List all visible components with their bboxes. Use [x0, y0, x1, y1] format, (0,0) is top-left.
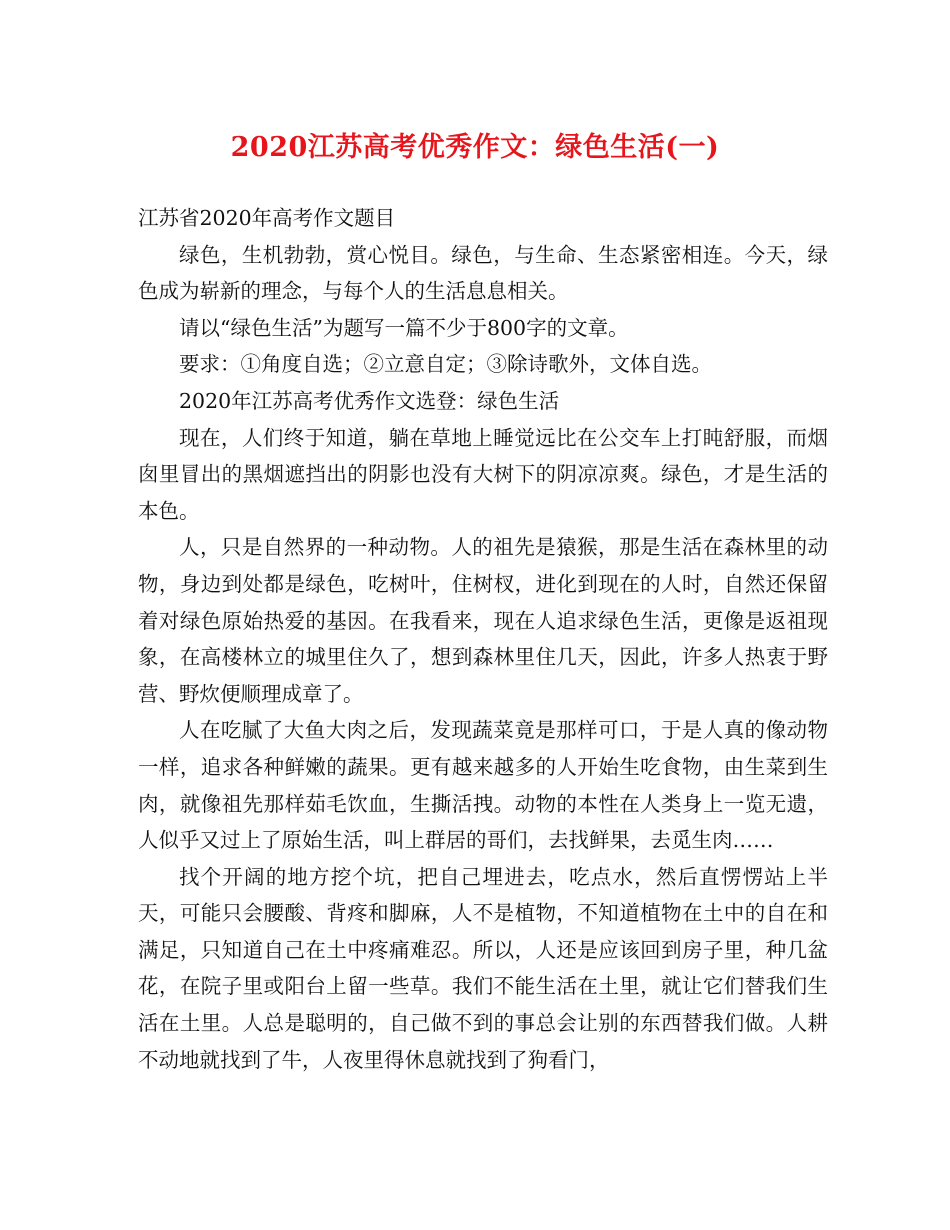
body-paragraph: 现在，人们终于知道，躺在草地上睡觉远比在公交车上打盹舒服，而烟囱里冒出的黑烟遮挡出的阴影也没有大树下的阴凉凉爽。绿色，才是生活的本色。	[138, 425, 828, 523]
body-paragraph: 绿色，生机勃勃，赏心悦目。绿色，与生命、生态紧密相连。今天，绿色成为崭新的理念，与每个人的生活息息相关。	[138, 242, 828, 304]
body-paragraph: 找个开阔的地方挖个坑，把自己埋进去，吃点水，然后直愣愣站上半天，可能只会腰酸、背疼和脚麻，人不是植物，不知道植物在土中的自在和满足，只知道自己在土中疼痛难忍。所以，人还是应该回到房子里，种几盆花，在院子里或阳台上留一些草。我们不能生活在土里，就让它们替我们生活在土里。人总是聪明的，自己做不到的事总会让别的东西替我们做。人耕不动地就找到了牛，人夜里得休息就找到了狗看门，	[138, 864, 828, 1072]
body-paragraph: 2020年江苏高考优秀作文选登：绿色生活	[179, 388, 560, 413]
document-title: 2020江苏高考优秀作文：绿色生活(一)	[230, 132, 720, 163]
body-paragraph: 要求：①角度自选；②立意自定；③除诗歌外，文体自选。	[179, 352, 712, 377]
document-body	[138, 200, 828, 1078]
body-paragraph: 人在吃腻了大鱼大肉之后，发现蔬菜竟是那样可口，于是人真的像动物一样，追求各种鲜嫩的蔬果。更有越来越多的人开始生吃食物，由生菜到生肉，就像祖先那样茹毛饮血，生撕活拽。动物的本性在人类身上一览无遗，人似乎又过上了原始生活，叫上群居的哥们，去找鲜果，去觅生肉……	[138, 718, 828, 853]
body-paragraph: 请以“绿色生活”为题写一篇不少于800字的文章。	[179, 315, 629, 340]
section-heading: 江苏省2020年高考作文题目	[138, 206, 396, 230]
body-paragraph: 人，只是自然界的一种动物。人的祖先是猿猴，那是生活在森林里的动物，身边到处都是绿色，吃树叶，住树杈，进化到现在的人时，自然还保留着对绿色原始热爱的基因。在我看来，现在人追求绿色生活，更像是返祖现象，在高楼林立的城里住久了，想到森林里住几天，因此，许多人热衷于野营、野炊便顺理成章了。	[138, 535, 828, 706]
